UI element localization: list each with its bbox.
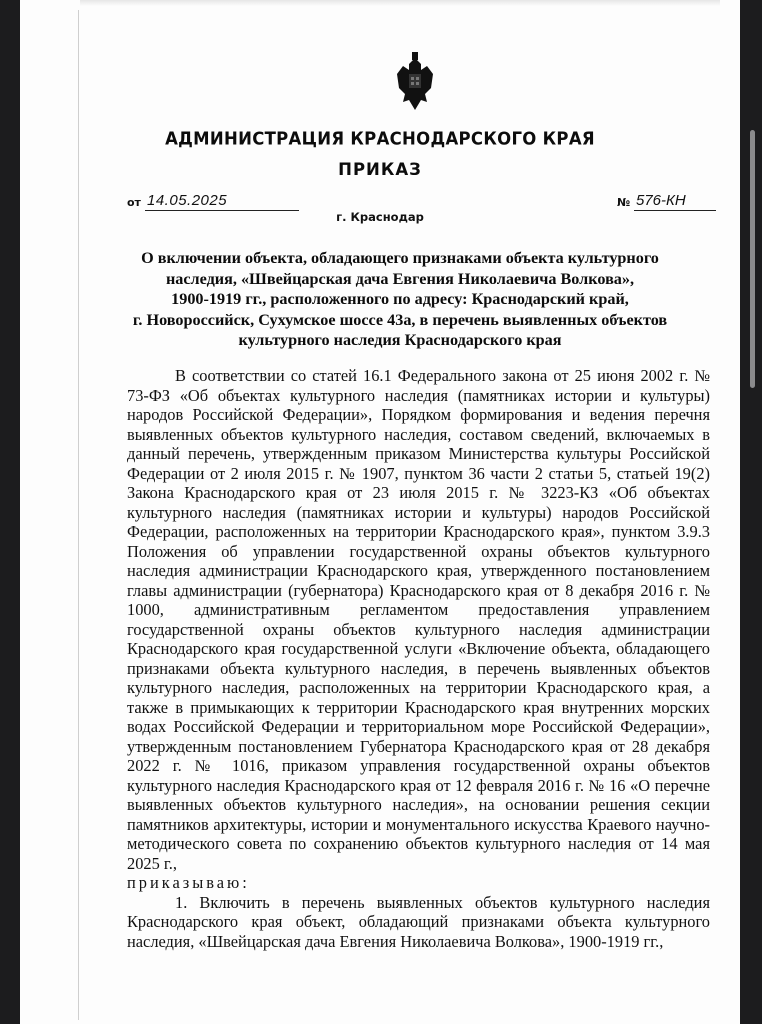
document-number: 576-КН	[634, 192, 716, 211]
title-line: наследия, «Швейцарская дача Евгения Николаевича Волкова»,	[165, 269, 635, 288]
order-word: приказываю:	[127, 873, 250, 892]
document-type: ПРИКАЗ	[338, 160, 422, 179]
number-prefix: №	[617, 196, 631, 209]
coat-of-arms-icon	[391, 50, 439, 112]
document-meta	[20, 192, 740, 226]
organization-name: АДМИНИСТРАЦИЯ КРАСНОДАРСКОГО КРАЯ	[165, 128, 595, 149]
title-line: О включении объекта, обладающего признаками объекта культурного	[141, 249, 659, 267]
document-body	[127, 366, 710, 951]
vertical-scrollbar-thumb[interactable]	[750, 130, 755, 388]
order-item-1: 1. Включить в перечень выявленных объектов культурного наследия Краснодарского края объект, обладающий признаками объекта культурного наследия, «Швейцарская дача Евгения Николаевича Волкова», 1900-1919 гг.,	[127, 892, 710, 951]
preamble-paragraph: В соответствии со статей 16.1 Федерального закона от 25 июня 2002 г. № 73-ФЗ «Об объектах культурного наследия (памятниках истории и культуры) народов Российской Федерации», Порядком формирования и ведения перечня выявленных объектов культурного наследия, составом сведений, включаемых в данный перечень, утвержденным приказом Министерства культуры Российской Федерации от 2 июля 2015 г. № 1907, пунктом 36 части 2 статьи 5, статьей 19(2) Закона Краснодарского края от 23 июля 2015 г. № 3223-КЗ «Об объектах культурного наследия (памятниках истории и культуры) народов Российской Федерации, расположенных на территории Краснодарского края», пунктом 3.9.3 Положения об управлении государственной охраны объектов культурного наследия администрации Краснодарского края, утвержденного постановлением главы администрации (губернатора) Краснодарского края от 8 декабря 2016 г. № 1000, административным регламентом предоставления управлением государственной охраны объектов культурного наследия администрации Краснодарского края государственной услуги «Включение объекта, обладающего признаками объекта культурного наследия, в перечень выявленных объектов культурного наследия, расположенных на территории Краснодарского края, а также в примыкающих к территории Краснодарского края внутренних морских водах Российской Федерации и территориальном море Российской Федерации», утвержденным постановлением Губернатора Краснодарского края от 28 декабря 2022 г. № 1016, приказом управления государственной охраны объектов культурного наследия Краснодарского края от 12 февраля 2016 г. № 16 «О перечне выявленных объектов культурного наследия», на основании решения секции памятников архитектуры, истории и монументального искусства Краевого научно-методического совета по сохранению объектов культурного наследия от 14 мая 2025 г.,	[127, 366, 710, 873]
document-city: г. Краснодар	[336, 210, 424, 224]
document-date: 14.05.2025	[145, 192, 299, 211]
title-line: 1900-1919 гг., расположенного по адресу: Краснодарский край,	[171, 290, 629, 308]
title-line: г. Новороссийск, Сухумское шоссе 43а, в перечень выявленных объектов	[132, 310, 668, 329]
document-title	[100, 248, 700, 351]
document-viewer-page	[20, 0, 740, 1024]
previous-page-edge	[80, 0, 720, 6]
date-prefix: от	[127, 196, 141, 209]
title-line: культурного наследия Краснодарского края	[238, 331, 562, 349]
